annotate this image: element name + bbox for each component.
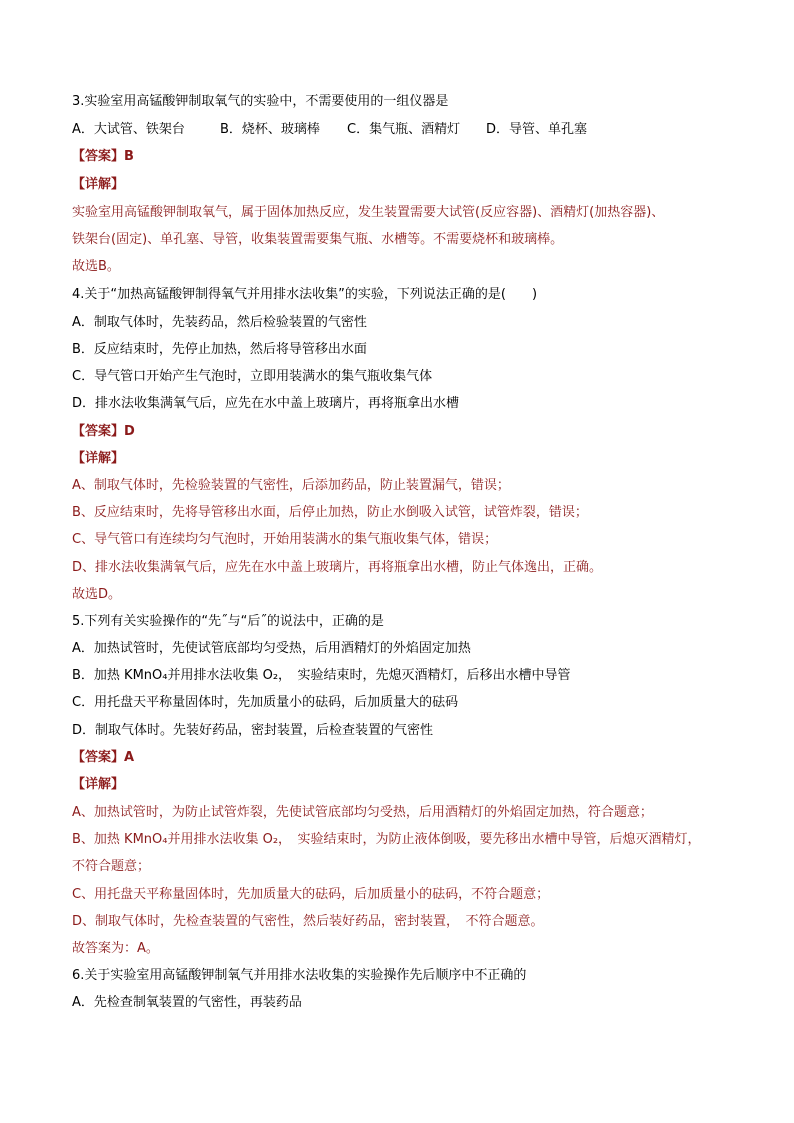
q3-option-b: B．烧杯、玻璃棒: [220, 122, 320, 137]
q3-answer: 【答案】B: [72, 149, 134, 164]
q5-option-c: C．用托盘天平称量固体时，先加质量小的砝码，后加质量大的砝码: [72, 695, 459, 710]
q6-stem: 6.关于实验室用高锰酸钾制氧气并用排水法收集的实验操作先后顺序中不正确的: [72, 968, 527, 983]
q5-option-a: A．加热试管时，先使试管底部均匀受热，后用酒精灯的外焰固定加热: [72, 641, 471, 656]
q5-detail-heading: 【详解】: [72, 777, 125, 792]
q5-detail-b-line-1: B、加热 KMnO₄并用排水法收集 O₂， 实验结束时，为防止液体倒吸，要先移出水槽中导管，后熄灭酒精灯，: [72, 832, 701, 847]
q4-option-c: C．导气管口开始产生气泡时，立即用装满水的集气瓶收集气体: [72, 369, 433, 384]
q4-option-b: B．反应结束时，先停止加热，然后将导管移出水面: [72, 342, 367, 357]
q3-option-a: A．大试管、铁架台: [72, 122, 185, 137]
q5-option-d: D．制取气体时。先装好药品，密封装置，后检查装置的气密性: [72, 723, 434, 738]
q4-detail-d: D、排水法收集满氧气后，应先在水中盖上玻璃片，再将瓶拿出水槽，防止气体逸出，正确。: [72, 560, 603, 575]
q3-detail-line-1: 实验室用高锰酸钾制取氧气，属于固体加热反应，发生装置需要大试管(反应容器)、酒精灯(加热容器)、: [72, 205, 665, 220]
q5-detail-d: D、制取气体时，先检查装置的气密性，然后装好药品，密封装置， 不符合题意。: [72, 914, 544, 929]
q3-option-d: D．导管、单孔塞: [486, 122, 588, 137]
q4-option-a: A．制取气体时，先装药品，然后检验装置的气密性: [72, 315, 367, 330]
q5-detail-a: A、加热试管时，为防止试管炸裂，先使试管底部均匀受热，后用酒精灯的外焰固定加热，符合题意；: [72, 805, 653, 820]
q5-detail-c: C、用托盘天平称量固体时，先加质量大的砝码，后加质量小的砝码，不符合题意；: [72, 887, 550, 902]
q4-detail-heading: 【详解】: [72, 451, 125, 466]
q5-option-b: B．加热 KMnO₄并用排水法收集 O₂， 实验结束时，先熄灭酒精灯，后移出水槽中导管: [72, 668, 571, 683]
q3-detail-line-2: 铁架台(固定)、单孔塞、导管，收集装置需要集气瓶、水槽等。不需要烧杯和玻璃棒。: [72, 232, 564, 247]
q3-conclusion: 故选B。: [72, 259, 120, 274]
q6-option-a: A．先检查制氧装置的气密性，再装药品: [72, 995, 302, 1010]
q4-detail-a: A、制取气体时，先检验装置的气密性，后添加药品，防止装置漏气，错误；: [72, 478, 510, 493]
q4-answer: 【答案】D: [72, 424, 135, 439]
q4-option-d: D．排水法收集满氧气后，应先在水中盖上玻璃片，再将瓶拿出水槽: [72, 396, 460, 411]
q3-option-c: C．集气瓶、酒精灯: [347, 122, 461, 137]
q5-answer: 【答案】A: [72, 750, 135, 765]
q4-conclusion: 故选D。: [72, 587, 122, 602]
q5-detail-b-line-2: 不符合题意；: [72, 859, 151, 874]
q4-detail-b: B、反应结束时，先将导管移出水面，后停止加热，防止水倒吸入试管，试管炸裂，错误；: [72, 505, 588, 520]
q5-conclusion: 故答案为：A。: [72, 941, 159, 956]
q4-stem: 4.关于“加热高锰酸钾制得氧气并用排水法收集”的实验，下列说法正确的是( ): [72, 287, 538, 302]
q3-stem: 3.实验室用高锰酸钾制取氧气的实验中，不需要使用的一组仪器是: [72, 94, 449, 109]
q4-detail-c: C、导气管口有连续均匀气泡时，开始用装满水的集气瓶收集气体，错误；: [72, 532, 498, 547]
q5-stem: 5.下列有关实验操作的“先˝与“后˝的说法中，正确的是: [72, 614, 384, 629]
q3-detail-heading: 【详解】: [72, 177, 125, 192]
q3-options: [72, 121, 712, 139]
